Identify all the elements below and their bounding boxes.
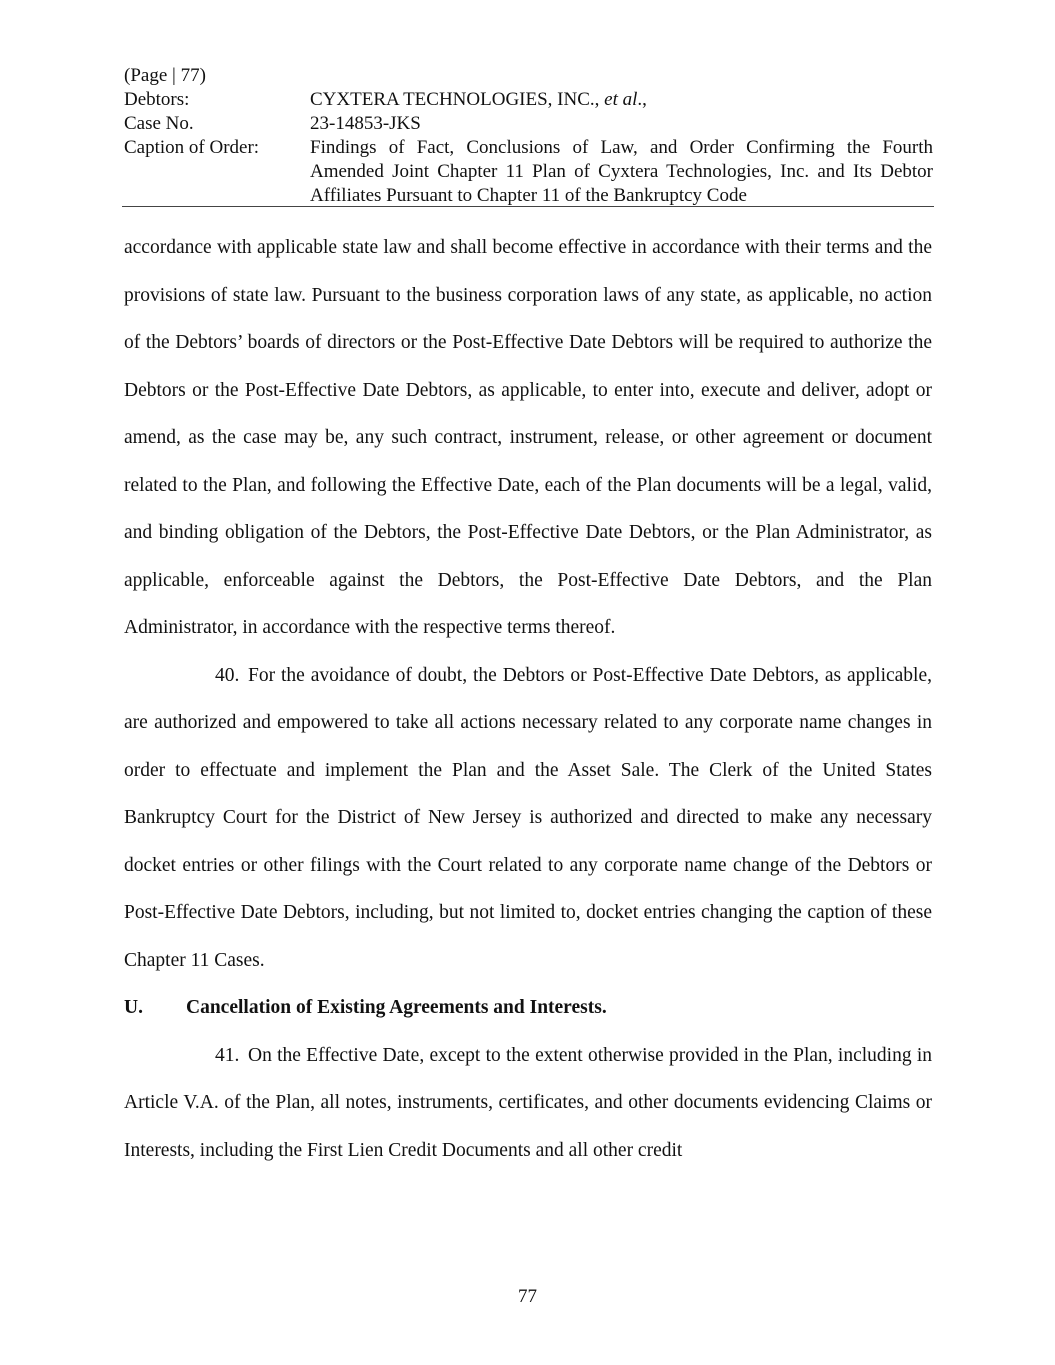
paragraph-40-number: 40. [215, 664, 240, 686]
paragraph-40-text: For the avoidance of doubt, the Debtors or Post-Effective Date Debtors, as applicable, are authorized and empowered to take all actions necessary related to any corporate name changes in order to effectuate and implement the Plan and the Asset Sale. The Clerk of the United States Bankruptcy Court for the District of New Jersey is authorized and directed to make any necessary docket entries or other filings with the Court related to any corporate name change of the Debtors or Post-Effective Date Debtors, including, but not limited to, docket entries changing the caption of these Chapter 11 Cases. [124, 664, 932, 971]
header-case-row [124, 112, 933, 136]
caption-text: Findings of Fact, Conclusions of Law, and Order Confirming the Fourth Amended Joint Chapter 11 Plan of Cyxtera Technologies, Inc. and Its Debtor Affiliates Pursuant to Chapter 11 of the Bankruptcy Code [310, 137, 933, 206]
section-letter: U. [124, 997, 143, 1018]
paragraph-41 [124, 1032, 932, 1175]
debtors-name: CYXTERA TECHNOLOGIES, INC., et al., [310, 89, 647, 110]
header-caption-row [124, 136, 933, 208]
caption-label: Caption of Order: [124, 137, 260, 158]
debtors-label: Debtors: [124, 89, 190, 110]
header-page-reference: (Page | 77) [124, 65, 206, 86]
paragraph-41-text: On the Effective Date, except to the extent otherwise provided in the Plan, including in Article V.A. of the Plan, all notes, instruments, certificates, and other documents evidencing Claims or Interests, including the First Lien Credit Documents and all other credit [124, 1044, 932, 1161]
section-title: Cancellation of Existing Agreements and Interests. [186, 997, 607, 1018]
case-label: Case No. [124, 113, 194, 134]
case-header [124, 64, 933, 208]
paragraph-40 [124, 652, 932, 985]
continuation-paragraph: accordance with applicable state law and shall become effective in accordance with their terms and the provisions of state law. Pursuant to the business corporation laws of any state, as applicable, no action of the Debtors’ boards of directors or the Post-Effective Date Debtors will be required to authorize the Debtors or the Post-Effective Date Debtors, as applicable, to enter into, execute and deliver, adopt or amend, as the case may be, any such contract, instrument, release, or other agreement or document related to the Plan, and following the Effective Date, each of the Plan documents will be a legal, valid, and binding obligation of the Debtors, the Post-Effective Date Debtors, or the Plan Administrator, as applicable, enforceable against the Debtors, the Post-Effective Date Debtors, and the Plan Administrator, in accordance with the respective terms thereof. [124, 237, 932, 638]
debtors-et-al: et al [604, 89, 638, 110]
case-number: 23-14853-JKS [310, 113, 421, 134]
page-number: 77 [518, 1286, 537, 1307]
paragraph-41-number: 41. [215, 1044, 240, 1066]
document-body [124, 224, 932, 1174]
section-heading-u [124, 984, 932, 1032]
header-rule [122, 206, 934, 207]
header-debtors-row [124, 88, 933, 112]
